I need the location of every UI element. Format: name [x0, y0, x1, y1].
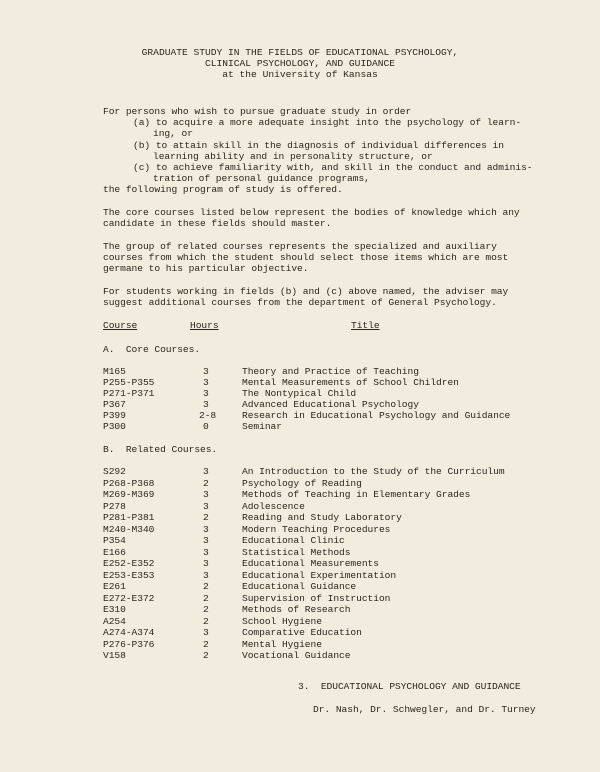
- course-hours: 3: [203, 569, 209, 581]
- course-hours: 2: [203, 615, 209, 627]
- paragraph-core-1: The core courses listed below represent the bodies of knowledge which any: [103, 207, 520, 218]
- course-title: Supervision of Instruction: [242, 592, 391, 604]
- related-heading: B. Related Courses.: [103, 444, 218, 455]
- course-title: Mental Measurements of School Children: [242, 377, 459, 388]
- intro-item-c: (c) to achieve familiarity with, and skill in the conduct and adminis-: [133, 162, 533, 173]
- intro-item-b: (b) to attain skill in the diagnosis of individual differences in: [133, 140, 504, 151]
- course-code: P399: [103, 410, 126, 421]
- course-title: Vocational Guidance: [242, 650, 351, 661]
- paragraph-related-2: courses from which the student should select those items which are most: [103, 252, 509, 263]
- title-line-3: at the University of Kansas: [222, 69, 378, 80]
- course-title: Educational Guidance: [242, 581, 357, 592]
- course-title: School Hygiene: [242, 615, 322, 627]
- course-code: E252-E352: [103, 558, 155, 569]
- paragraph-advice-2: suggest additional courses from the department of General Psychology.: [103, 297, 497, 308]
- course-hours: 3: [203, 366, 209, 377]
- faculty-line: Dr. Nash, Dr. Schwegler, and Dr. Turney: [313, 704, 536, 715]
- course-hours: 3: [203, 546, 209, 558]
- paragraph-related-3: germane to his particular objective.: [103, 263, 309, 274]
- course-hours: 2: [203, 650, 209, 661]
- course-hours: 3: [203, 377, 209, 388]
- header-hours: Hours: [190, 320, 219, 331]
- course-hours: 2-8: [199, 410, 217, 421]
- course-code: S292: [103, 466, 126, 477]
- course-hours: 2: [203, 638, 209, 650]
- course-title: Seminar: [242, 421, 282, 432]
- course-code: A254: [103, 615, 126, 627]
- paragraph-related-1: The group of related courses represents the specialized and auxiliary: [103, 241, 497, 252]
- course-code: M240-M340: [103, 523, 155, 535]
- course-hours: 3: [203, 399, 209, 410]
- course-title: An Introduction to the Study of the Curriculum: [242, 466, 505, 477]
- course-code: E166: [103, 546, 126, 558]
- section-label: 3. EDUCATIONAL PSYCHOLOGY AND GUIDANCE: [298, 681, 521, 692]
- course-code: A274-A374: [103, 627, 155, 638]
- course-title: Statistical Methods: [242, 546, 351, 558]
- header-title: Title: [351, 320, 380, 331]
- intro-end: the following program of study is offered.: [103, 184, 343, 195]
- course-hours: 2: [203, 512, 209, 523]
- course-title: Research in Educational Psychology and Guidance: [242, 410, 511, 421]
- course-hours: 0: [203, 421, 209, 432]
- intro-lead: For persons who wish to pursue graduate study in order: [103, 106, 412, 117]
- course-title: Comparative Education: [242, 627, 362, 638]
- course-hours: 3: [203, 489, 209, 500]
- paragraph-core-2: candidate in these fields should master.: [103, 218, 332, 229]
- intro-item-c-cont: tration of personal guidance programs,: [153, 173, 370, 184]
- course-title: Educational Experimentation: [242, 569, 397, 581]
- course-title: The Nontypical Child: [242, 388, 357, 399]
- course-code: P300: [103, 421, 126, 432]
- course-hours: 3: [203, 388, 209, 399]
- course-title: Modern Teaching Procedures: [242, 523, 391, 535]
- intro-item-a: (a) to acquire a more adequate insight into the psychology of learn-: [133, 117, 522, 128]
- intro-item-b-cont: learning ability and in personality structure, or: [153, 151, 433, 162]
- course-code: E261: [103, 581, 126, 592]
- core-heading: A. Core Courses.: [103, 344, 201, 355]
- intro-item-a-cont: ing, or: [153, 128, 193, 139]
- course-title: Methods of Research: [242, 604, 351, 615]
- course-code: P278: [103, 500, 126, 512]
- course-code: P268-P368: [103, 477, 155, 489]
- course-hours: 3: [203, 535, 209, 546]
- course-title: Theory and Practice of Teaching: [242, 366, 419, 377]
- course-title: Mental Hygiene: [242, 638, 322, 650]
- course-title: Reading and Study Laboratory: [242, 512, 402, 523]
- course-hours: 3: [203, 523, 209, 535]
- course-hours: 2: [203, 604, 209, 615]
- course-code: E253-E353: [103, 569, 155, 581]
- title-line-1: GRADUATE STUDY IN THE FIELDS OF EDUCATIONAL PSYCHOLOGY,: [141, 47, 459, 58]
- course-hours: 3: [203, 466, 209, 477]
- course-code: P271-P371: [103, 388, 155, 399]
- course-code: V158: [103, 650, 126, 661]
- course-code: E272-E372: [103, 592, 155, 604]
- course-title: Psychology of Reading: [242, 477, 362, 489]
- course-hours: 3: [203, 500, 209, 512]
- course-code: P255-P355: [103, 377, 155, 388]
- course-title: Educational Clinic: [242, 535, 345, 546]
- course-code: P276-P376: [103, 638, 155, 650]
- course-hours: 3: [203, 558, 209, 569]
- course-hours: 2: [203, 592, 209, 604]
- course-hours: 2: [203, 581, 209, 592]
- course-title: Advanced Educational Psychology: [242, 399, 419, 410]
- paragraph-advice-1: For students working in fields (b) and (c) above named, the adviser may: [103, 286, 509, 297]
- course-code: E310: [103, 604, 126, 615]
- course-title: Educational Measurements: [242, 558, 379, 569]
- course-hours: 3: [203, 627, 209, 638]
- title-line-2: CLINICAL PSYCHOLOGY, AND GUIDANCE: [205, 58, 395, 69]
- header-course: Course: [103, 320, 138, 331]
- course-title: Methods of Teaching in Elementary Grades: [242, 489, 471, 500]
- course-code: P367: [103, 399, 126, 410]
- course-code: M165: [103, 366, 126, 377]
- course-code: M269-M369: [103, 489, 155, 500]
- course-hours: 2: [203, 477, 209, 489]
- course-title: Adolescence: [242, 500, 305, 512]
- course-code: P281-P381: [103, 512, 155, 523]
- course-code: P354: [103, 535, 126, 546]
